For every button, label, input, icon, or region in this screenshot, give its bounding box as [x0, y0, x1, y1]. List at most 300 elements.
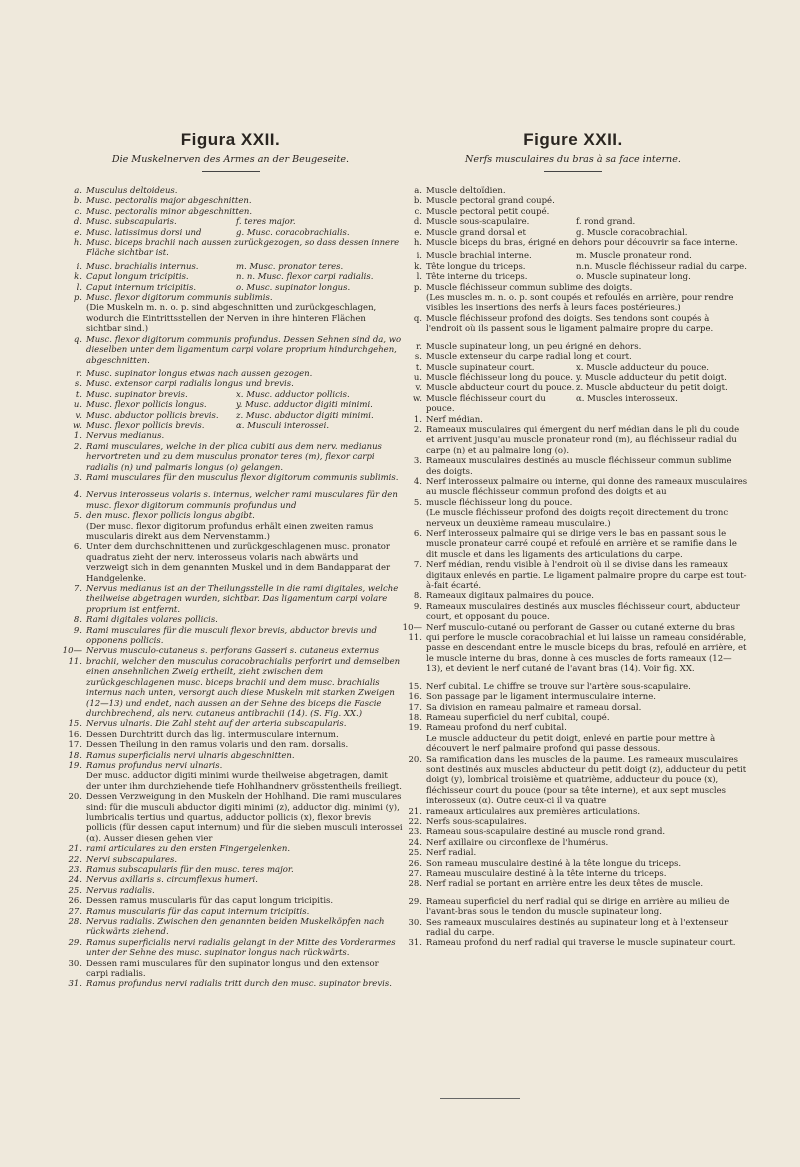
- text: muscle fléchisseur long du pouce.: [426, 497, 573, 508]
- legend-item-24: [58, 875, 403, 885]
- legend-item-s: [58, 379, 403, 389]
- text: Muscle fléchisseur court du pouce.: [426, 393, 546, 415]
- key: 26.: [408, 858, 422, 869]
- key: i.: [416, 251, 422, 262]
- text: Musc. flexor digitorum communis profundus. Dessen Sehnen sind da, wo dieselben unter dem ligamentum carpi volare proprium hindurchgehen, abgeschnitten.: [86, 334, 402, 366]
- legend-item-k: [58, 272, 403, 282]
- figure-subtitle-fr: Nerfs musculaires du bras à sa face interne.: [465, 154, 681, 165]
- legend-item-4: [58, 490, 403, 511]
- key: 1.: [413, 414, 422, 425]
- legend-item-9: [398, 602, 748, 623]
- legend-item-p: [398, 283, 748, 293]
- text: m. Muscle pronateur rond.: [576, 251, 692, 262]
- key: 5.: [413, 497, 422, 508]
- text: Rameaux musculaires destinés aux muscles fléchisseur court, abducteur court, et opposant du pouce.: [426, 601, 740, 623]
- text: f. teres major.: [236, 217, 296, 228]
- key: k.: [414, 261, 422, 272]
- key: 24.: [408, 837, 422, 848]
- legend-item-31: [398, 938, 748, 948]
- legend-item-5: [58, 511, 403, 521]
- legend-item-26: [398, 859, 748, 869]
- legend-item-18: [58, 751, 403, 761]
- text: Muscle supinateur long, un peu érigné en dehors.: [426, 341, 642, 352]
- text: Tête longue du triceps.: [426, 261, 526, 272]
- legend-item-c: [58, 207, 403, 217]
- text: Ses rameaux musculaires destinés au supinateur long et à l'extenseur radial du carpe.: [426, 917, 729, 939]
- key: 31.: [408, 938, 422, 949]
- text: Nervus ulnaris. Die Zahl steht auf der arteria subscapularis.: [86, 719, 347, 730]
- text: Le muscle adducteur du petit doigt, enlevé en partie pour mettre à découvert le nerf palmaire profond qui passe dessous.: [426, 733, 716, 755]
- text: Rameau profond du nerf cubital.: [426, 723, 567, 734]
- legend-item-19: [398, 723, 748, 733]
- legend-note-19: [58, 771, 403, 792]
- text: Dessen Theilung in den ramus volaris und den ram. dorsalis.: [86, 740, 349, 751]
- french-column: [398, 130, 748, 949]
- key: b.: [413, 196, 422, 207]
- key: 3.: [73, 472, 82, 483]
- key: 19.: [408, 723, 422, 734]
- text: Ramus muscularis für das caput internum tricipitis.: [86, 906, 310, 917]
- legend-item-2: [398, 425, 748, 456]
- text: Dessen ramus muscularis für das caput longum tricipitis.: [86, 896, 334, 907]
- key: 8.: [413, 591, 422, 602]
- text: Musc. flexor pollicis brevis.: [86, 420, 205, 431]
- text: Ramus profundus nervi ulnaris.: [86, 760, 223, 771]
- legend-note-19: [398, 734, 748, 755]
- key: c.: [414, 206, 422, 217]
- text: Nervus medianus ist an der Theilungsstelle in die rami digitales, welche theilweise abgetragen wurden, sichtbar. Das ligamentum carpi volare proprium ist entfernt.: [86, 584, 399, 615]
- key: 10—11.: [402, 622, 422, 644]
- text: Rami musculares für die musculi flexor brevis, abductor brevis und opponens pollicis.: [86, 625, 377, 647]
- legend-item-7: [398, 560, 748, 591]
- legend-item-3: [398, 456, 748, 477]
- legend-item-29: [398, 897, 748, 918]
- figure-subtitle-de: Die Muskelnerven des Armes an der Beugeseite.: [111, 154, 350, 165]
- key: 26.: [68, 896, 82, 907]
- text: α. Musculi interossei.: [236, 420, 330, 431]
- legend-item-15: [58, 719, 403, 729]
- text: f. rond grand.: [576, 217, 636, 228]
- text: Dessen rami musculares für den supinator longus und den extensor carpi radialis.: [86, 958, 379, 980]
- text: Nerf radial se portant en arrière entre les deux têtes de muscle.: [426, 879, 704, 890]
- key: l.: [416, 272, 422, 283]
- text: Sa division en rameau palmaire et rameau dorsal.: [426, 702, 642, 713]
- text: Son rameau musculaire destiné à la tête longue du triceps.: [426, 858, 682, 869]
- text: Rameaux musculaires destinés au muscle fléchisseur commun sublime des doigts.: [426, 456, 732, 477]
- text: Tête interne du triceps.: [426, 272, 528, 283]
- text: Rameaux digitaux palmaires du pouce.: [426, 591, 594, 602]
- text: Dessen Verzweigung in den Muskeln der Hohlhand. Die rami musculares sind: für die musculi abductor digiti minimi (z), adductor dig. minimi (y), lumbricalis tertius und quartus, adductor pollicis (x), flexor brevis pollicis (für dessen caput internum) und für die sieben musculi interossei (α). Ausser diesen gehen vier: [86, 792, 403, 844]
- text: y. Muscle adducteur du petit doigt.: [576, 372, 727, 383]
- text: Musc. biceps brachii nach aussen zurückgezogen, so dass dessen innere Fläche sichtbar ist.: [86, 238, 400, 259]
- key: 31.: [68, 979, 82, 990]
- text: Ramus superficialis nervi radialis gelangt in der Mitte des Vorderarmes unter der Sehne des musc. supinator longus nach rückwärts.: [86, 937, 396, 959]
- key: 15.: [408, 681, 422, 692]
- text: Nerfs sous-scapulaires.: [426, 816, 527, 827]
- key: 18.: [408, 712, 422, 723]
- key: u.: [73, 400, 82, 411]
- key: 20.: [68, 792, 82, 803]
- text: Muscle fléchisseur profond des doigts. Ses tendons sont coupés à l'endroit où ils passent sous le ligament palmaire propre du carpe.: [426, 313, 714, 335]
- key: b.: [73, 196, 82, 207]
- legend-note-5: [398, 508, 748, 529]
- text: (Les muscles m. n. o. p. sont coupés et refoulés en arrière, pour rendre visibles les insertions des nerfs à leurs faces postérieures.): [426, 293, 734, 314]
- text: Nervus axillaris s. circumflexus humeri.: [86, 875, 258, 886]
- text: Nerf radial.: [426, 848, 477, 859]
- legend-item-6: [398, 529, 748, 560]
- key: 2.: [73, 441, 82, 452]
- text: Der musc. adductor digiti minimi wurde theilweise abgetragen, damit der unter ihm durchziehende tiefe Hohlhandnerv grösstentheils freiliegt.: [86, 771, 402, 792]
- text: g. Musc. coracobrachialis.: [236, 227, 350, 238]
- text: Rameau superficiel du nerf radial qui se dirige en arrière au milieu de l'avant-bras sous le tendon du muscle supinateur long.: [426, 896, 730, 918]
- legend-item-16: [58, 730, 403, 740]
- key: 28.: [408, 879, 422, 890]
- legend-item-8: [58, 615, 403, 625]
- text: Nervus musculo-cutaneus s. perforans Gasseri s. cutaneus externus brachii, welcher den musculus coracobrachialis perforirt und demselben einen ansehnlichen Zweig ertheilt, zieht zwischen dem zurückgeschlagenen musc. biceps brachii und dem musc. brachialis internus nach unten, versorgt auch diese Muskeln mit starken Zweigen (12—13) und endet, nach aussen an der Sehne des biceps die Fascie durchbrechend, als nerv. cutaneus antibrachii (14). (S. Fig. XX.): [86, 646, 401, 719]
- legend-item-d: [58, 217, 403, 227]
- legend-item-15: [398, 682, 748, 692]
- text: Rameau superficiel du nerf cubital, coupé.: [426, 712, 610, 723]
- legend-note-p: [398, 293, 748, 314]
- text: Muscle grand dorsal et: [426, 227, 526, 238]
- legend-item-h: [58, 238, 403, 259]
- key: 4.: [73, 490, 82, 501]
- legend-item-p: [58, 293, 403, 303]
- legend-item-a: [58, 186, 403, 196]
- key: 19.: [68, 760, 82, 771]
- key: 6.: [413, 529, 422, 539]
- legend-item-23: [398, 827, 748, 837]
- legend-note-5: [58, 522, 403, 543]
- text: rami articulares zu den ersten Fingergelenken.: [86, 844, 291, 855]
- legend-item-i: [398, 251, 748, 261]
- text: (Le muscle fléchisseur profond des doigts reçoit directement du tronc nerveux un deuxième rameau musculaire.): [426, 508, 729, 529]
- text: x. Musc. adductor pollicis.: [236, 389, 350, 400]
- key: 9.: [413, 601, 422, 612]
- text: Ramus superficialis nervi ulnaris abgeschnitten.: [86, 750, 295, 761]
- legend-list-fr: [398, 186, 748, 949]
- legend-item-25: [398, 848, 748, 858]
- figure-title-de: Figura XXII.: [180, 130, 281, 149]
- key: q.: [413, 313, 422, 324]
- key: 23.: [408, 827, 422, 838]
- legend-item-b: [58, 196, 403, 206]
- key: 4.: [413, 476, 422, 487]
- text: Caput longum tricipitis.: [86, 272, 189, 283]
- text: x. Muscle adducteur du pouce.: [576, 362, 709, 373]
- text: Nerf interosseux palmaire qui se dirige vers le bas en passant sous le muscle pronateur carré coupé et refoulé en arrière et se ramifie dans le dit muscle et dans les ligaments des articulations du carpe.: [426, 529, 737, 560]
- text: Rami musculares für den musculus flexor digitorum communis sublimis.: [86, 472, 399, 483]
- key: 18.: [68, 750, 82, 761]
- text: Muscle brachial interne.: [426, 251, 532, 262]
- key: 28.: [68, 917, 82, 928]
- key: p.: [73, 293, 82, 304]
- legend-item-28: [58, 917, 403, 938]
- legend-item-19: [58, 761, 403, 771]
- text: Nerf cubital. Le chiffre se trouve sur l'artère sous-scapulaire.: [426, 681, 691, 692]
- key: 1.: [73, 431, 82, 442]
- legend-item-22: [58, 855, 403, 865]
- key: 22.: [68, 854, 82, 865]
- legend-item-u: [58, 400, 403, 410]
- legend-item-a: [398, 186, 748, 196]
- key: a.: [414, 186, 422, 196]
- key: 16.: [408, 692, 422, 703]
- key: 22.: [408, 816, 422, 827]
- text: Musc. supinator brevis.: [86, 389, 188, 400]
- text: n. n. Musc. flexor carpi radialis.: [236, 272, 374, 283]
- text: Musc. latissimus dorsi und: [86, 227, 202, 238]
- legend-item-22: [398, 817, 748, 827]
- legend-item-e: [58, 228, 403, 238]
- legend-note-p: [58, 303, 403, 334]
- text: Nervus radialis. Zwischen den genannten beiden Muskelköpfen nach rückwärts ziehend.: [86, 917, 385, 938]
- legend-item-21: [398, 807, 748, 817]
- key: k.: [74, 272, 82, 283]
- key: 27.: [408, 869, 422, 879]
- title-divider: [202, 171, 260, 172]
- text: Rameau profond du nerf radial qui traverse le muscle supinateur court.: [426, 938, 736, 949]
- german-column: [58, 130, 403, 990]
- legend-item-16: [398, 692, 748, 702]
- legend-item-t: [398, 363, 748, 373]
- legend-item-2: [58, 442, 403, 473]
- legend-item-v: [58, 411, 403, 421]
- text: rameaux articulaires aux premières articulations.: [426, 806, 641, 817]
- legend-item-q: [398, 314, 748, 335]
- legend-item-29: [58, 938, 403, 959]
- legend-item-q: [58, 335, 403, 366]
- text: Nerf médian.: [426, 414, 483, 425]
- text: Rameaux musculaires qui émergent du nerf médian dans le pli du coude et arrivent jusqu'au muscle pronateur rond (m), au fléchisseur radial du carpe (n) et au palmaire long (o).: [426, 424, 740, 456]
- legend-item-28: [398, 879, 748, 889]
- text: Unter dem durchschnittenen und zurückgeschlagenen musc. pronator quadratus zieht der nerv. interosseus volaris nach abwärts und verzweigt sich in dem genannten Muskel und in dem Bandapparat der Handgelenke.: [86, 542, 391, 584]
- legend-item-25: [58, 886, 403, 896]
- text: Nervus radialis.: [86, 885, 155, 896]
- legend-item-6: [58, 542, 403, 584]
- legend-item-10: [398, 623, 748, 675]
- legend-item-b: [398, 196, 748, 206]
- key: 17.: [408, 702, 422, 713]
- legend-item-5: [398, 498, 748, 508]
- legend-item-23: [58, 865, 403, 875]
- legend-item-i: [58, 262, 403, 272]
- key: 25.: [68, 885, 82, 896]
- text: y. Musc. adductor digiti minimi.: [236, 400, 373, 411]
- text: (Der musc. flexor digitorum profundus erhält einen zweiten ramus muscularis direkt aus dem Nervenstamm.): [86, 521, 374, 542]
- text: n.n. Muscle fléchisseur radial du carpe.: [576, 261, 747, 272]
- key: 29.: [68, 937, 82, 948]
- key: 5.: [73, 511, 82, 522]
- text: Muscle extenseur du carpe radial long et court.: [426, 352, 632, 363]
- key: 6.: [73, 542, 82, 553]
- legend-item-w: [58, 421, 403, 431]
- key: d.: [73, 217, 82, 228]
- key: t.: [75, 389, 82, 400]
- text: Muscle sous-scapulaire.: [426, 217, 530, 228]
- legend-item-30: [58, 959, 403, 980]
- legend-item-1: [398, 415, 748, 425]
- text: Muscle pectoral petit coupé.: [426, 206, 550, 217]
- legend-item-h: [398, 238, 748, 248]
- text: Rameau sous-scapulaire destiné au muscle rond grand.: [426, 827, 666, 838]
- text: Musc. flexor pollicis longus.: [86, 400, 207, 411]
- figure-title-fr: Figure XXII.: [523, 130, 623, 149]
- text: Muscle deltoïdien.: [426, 186, 506, 196]
- text: Musc. pectoralis major abgeschnitten.: [86, 196, 252, 207]
- legend-item-l: [58, 283, 403, 293]
- text: Muscle biceps du bras, érigné en dehors pour découvrir sa face interne.: [426, 238, 738, 249]
- legend-item-10: [58, 646, 403, 719]
- legend-item-17: [398, 703, 748, 713]
- key: 8.: [73, 615, 82, 626]
- text: Musc. extensor carpi radialis longus und brevis.: [86, 379, 294, 390]
- text: Rami digitales volares pollicis.: [86, 615, 218, 626]
- key: 21.: [408, 806, 422, 817]
- text: Sa ramification dans les muscles de la paume. Les rameaux musculaires sont destinés aux muscles abducteur du petit doigt (z), adducteur du petit doigt (y), lombrical troisième et quatrième, adducteur du pouce (x), fléchisseur court du pouce (pour sa tête interne), et aux sept muscles interosseux (α). Outre ceux-ci il va quatre: [426, 754, 747, 807]
- key: s.: [74, 379, 82, 390]
- text: Dessen Durchtritt durch das lig. intermusculare internum.: [86, 729, 339, 740]
- legend-item-d: [398, 217, 748, 227]
- key: 10—11.: [62, 646, 82, 667]
- key: d.: [413, 217, 422, 228]
- legend-item-4: [398, 477, 748, 498]
- key: 23.: [68, 865, 82, 875]
- key: 7.: [413, 560, 422, 571]
- text: Muscle fléchisseur commun sublime des doigts.: [426, 282, 633, 293]
- legend-item-r: [58, 369, 403, 379]
- legend-item-21: [58, 844, 403, 854]
- legend-item-8: [398, 591, 748, 601]
- legend-item-l: [398, 272, 748, 282]
- legend-item-18: [398, 713, 748, 723]
- text: Musc. supinator longus etwas nach aussen gezogen.: [86, 368, 313, 379]
- text: z. Musc. abductor digiti minimi.: [236, 410, 374, 421]
- legend-list-de: [58, 186, 403, 990]
- legend-item-u: [398, 373, 748, 383]
- key: 17.: [68, 740, 82, 751]
- legend-item-e: [398, 228, 748, 238]
- text: Rameau musculaire destiné à la tête interne du triceps.: [426, 869, 667, 879]
- title-divider: [544, 171, 602, 172]
- key: 2.: [413, 424, 422, 435]
- key: 9.: [73, 625, 82, 636]
- legend-item-17: [58, 740, 403, 750]
- text: Musc. flexor digitorum communis sublimis.: [86, 293, 273, 304]
- text: Muscle supinateur court.: [426, 362, 535, 373]
- key: e.: [414, 227, 422, 238]
- legend-item-c: [398, 207, 748, 217]
- text: Son passage par le ligament intermusculaire interne.: [426, 692, 656, 703]
- key: v.: [415, 383, 422, 394]
- legend-item-24: [398, 838, 748, 848]
- key: 7.: [73, 584, 82, 595]
- legend-item-r: [398, 342, 748, 352]
- bottom-divider: [440, 1098, 520, 1099]
- key: v.: [75, 410, 82, 421]
- legend-item-26: [58, 896, 403, 906]
- text: m. Musc. pronator teres.: [236, 261, 344, 272]
- key: 3.: [413, 456, 422, 467]
- text: α. Muscles interosseux.: [576, 393, 678, 404]
- text: g. Muscle coracobrachial.: [576, 227, 688, 238]
- text: Muscle pectoral grand coupé.: [426, 196, 555, 207]
- legend-item-27: [398, 869, 748, 879]
- text: z. Muscle abducteur du petit doigt.: [576, 383, 728, 394]
- text: Nerf interosseux palmaire ou interne, qui donne des rameaux musculaires au muscle fléchisseur commun profond des doigts et au: [426, 476, 748, 498]
- text: Rami musculares, welche in der plica cubiti aus dem nerv. medianus hervortreten und zu dem musculus pronator teres (m), flexor carpi radialis (n) und palmaris longus (o) gelangen.: [86, 441, 382, 473]
- text: Ramus profundus nervi radialis tritt durch den musc. supinator brevis.: [86, 979, 392, 990]
- key: u.: [413, 372, 422, 383]
- key: 16.: [68, 729, 82, 740]
- text: Musculus deltoideus.: [86, 186, 178, 196]
- key: 24.: [68, 875, 82, 886]
- legend-item-9: [58, 626, 403, 647]
- key: 30.: [408, 917, 422, 928]
- text: Caput internum tricipitis.: [86, 282, 197, 293]
- key: c.: [74, 206, 82, 217]
- key: i.: [76, 261, 82, 272]
- key: 30.: [68, 958, 82, 969]
- text: Nervus medianus.: [86, 431, 165, 442]
- legend-item-20: [58, 792, 403, 844]
- key: q.: [73, 334, 82, 345]
- text: Nervus interosseus volaris s. internus, welcher rami musculares für den musc. flexor digitorum communis profundus und: [86, 490, 398, 511]
- text: Musc. brachialis internus.: [86, 261, 199, 272]
- legend-item-t: [58, 390, 403, 400]
- key: w.: [413, 393, 422, 404]
- key: 27.: [68, 906, 82, 917]
- legend-item-7: [58, 584, 403, 615]
- key: 21.: [68, 844, 82, 855]
- text: Muscle fléchisseur long du pouce.: [426, 372, 573, 383]
- text: Muscle abducteur court du pouce.: [426, 383, 575, 394]
- legend-item-s: [398, 352, 748, 362]
- text: Nerf médian, rendu visible à l'endroit où il se divise dans les rameaux digitaux enlevés en partie. Le ligament palmaire propre du carpe est tout-à-fait écarté.: [426, 560, 747, 592]
- key: s.: [414, 352, 422, 363]
- text: den musc. flexor pollicis longus abgibt.: [86, 511, 255, 522]
- key: a.: [74, 186, 82, 196]
- key: r.: [416, 341, 422, 352]
- legend-item-30: [398, 918, 748, 939]
- key: 15.: [68, 719, 82, 730]
- key: l.: [76, 282, 82, 293]
- text: Ramus subscapularis für den musc. teres major.: [86, 865, 294, 875]
- text: o. Muscle supinateur long.: [576, 272, 691, 283]
- key: p.: [413, 282, 422, 293]
- legend-item-1: [58, 431, 403, 441]
- text: Musc. pectoralis minor abgeschnitten.: [86, 206, 253, 217]
- key: h.: [73, 238, 82, 249]
- key: h.: [413, 238, 422, 249]
- text: Nerf axillaire ou circonflexe de l'humérus.: [426, 837, 609, 848]
- key: t.: [415, 362, 422, 373]
- key: e.: [74, 227, 82, 238]
- key: 29.: [408, 896, 422, 907]
- key: 25.: [408, 848, 422, 859]
- text: (Die Muskeln m. n. o. p. sind abgeschnitten und zurückgeschlagen, wodurch die Eintrittsstellen der Nerven in ihre hinteren Flächen sichtbar sind.): [86, 303, 377, 335]
- legend-item-20: [398, 755, 748, 807]
- text: o. Musc. supinator longus.: [236, 282, 351, 293]
- legend-item-w: [398, 394, 748, 415]
- text: Nervi subscapulares.: [86, 854, 178, 865]
- legend-item-k: [398, 262, 748, 272]
- text: Nerf musculo-cutané ou perforant de Gasser ou cutané externe du bras qui perfore le muscle coracobrachial et lui laisse un rameau considérable, passe en descendant entre le muscle biceps du bras, refoulé en arrière, et le muscle interne du bras, donne à ces muscles de forts rameaux (12—13), et devient le nerf cutané de l'avant bras (14). Voir fig. XX.: [426, 622, 747, 675]
- text: Musc. abductor pollicis brevis.: [86, 410, 219, 421]
- legend-item-v: [398, 383, 748, 393]
- key: r.: [76, 368, 82, 379]
- text: Musc. subscapularis.: [86, 217, 177, 228]
